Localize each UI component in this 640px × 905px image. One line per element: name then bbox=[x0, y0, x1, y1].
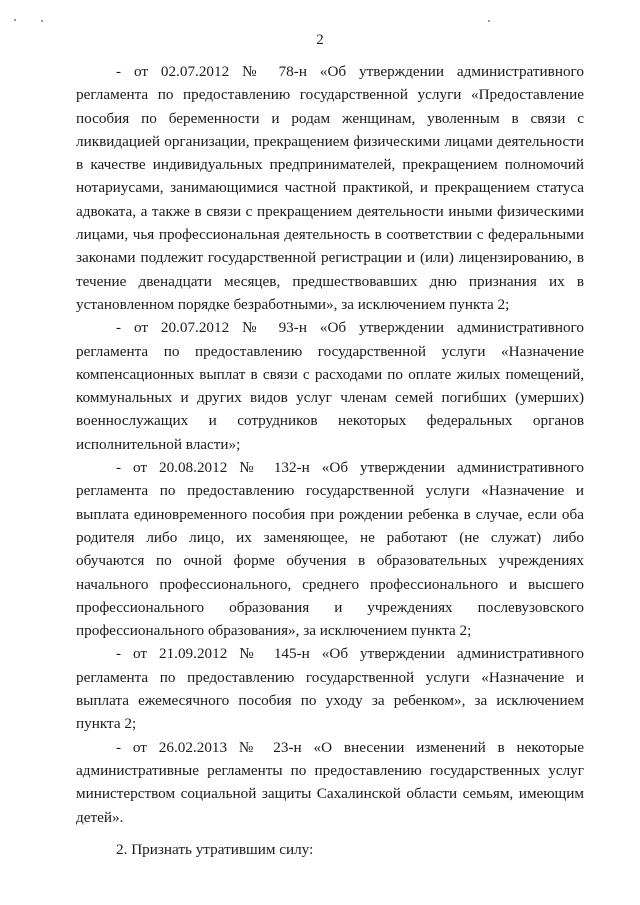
scan-speck bbox=[41, 20, 43, 22]
list-item: - от 20.08.2012 № 132-н «Об утверждении административного регламента по предоставлению государственной услуги «Назначение и выплата единовременного пособия при рождении ребенка в случае, если оба родителя либо лицо, их заменяющее, не работают (не служат) либо обучаются по очной форме обучения в образовательных учреждениях начального профессионального, среднего профессионального и высшего профессионального образования и учреждениях послевузовского профессионального образования», за исключением пункта 2; bbox=[76, 459, 584, 640]
document-body bbox=[76, 60, 584, 861]
page-number: 2 bbox=[316, 32, 324, 48]
section-heading: 2. Признать утратившим силу: bbox=[116, 840, 314, 858]
scan-speck bbox=[488, 20, 490, 22]
list-item: - от 26.02.2013 № 23-н «О внесении изменений в некоторые административные регламенты по предоставлению государственных услуг министерством социальной защиты Сахалинской области семьям, имеющим детей». bbox=[76, 738, 584, 826]
list-item: - от 20.07.2012 № 93-н «Об утверждении административного регламента по предоставлению государственной услуги «Назначение компенсационных выплат в связи с расходами по оплате жилых помещений, коммунальных и других видов услуг членам семей погибших (умерших) военнослужащих и сотрудников некоторых федеральных органов исполнительной власти»; bbox=[76, 319, 584, 453]
list-item: - от 21.09.2012 № 145-н «Об утверждении административного регламента по предоставлению государственной услуги «Назначение и выплата ежемесячного пособия по уходу за ребенком», за исключением пункта 2; bbox=[76, 645, 584, 733]
list-item: - от 02.07.2012 № 78-н «Об утверждении административного регламента по предоставлению государственной услуги «Предоставление пособия по беременности и родам женщинам, уволенным в связи с ликвидацией организации, прекращением физическими лицами деятельности в качестве индивидуальных предпринимателей, прекращением полномочий нотариусами, занимающимися частной практикой, и прекращением статуса адвоката, а также в связи с прекращением деятельности иными физическими лицами, чья профессиональная деятельность в соответствии с федеральными законами подлежит государственной регистрации и (или) лицензированию, в течение двенадцати месяцев, предшествовавших дню признания их в установленном порядке безработными», за исключением пункта 2; bbox=[76, 63, 584, 313]
scan-speck bbox=[14, 19, 16, 21]
